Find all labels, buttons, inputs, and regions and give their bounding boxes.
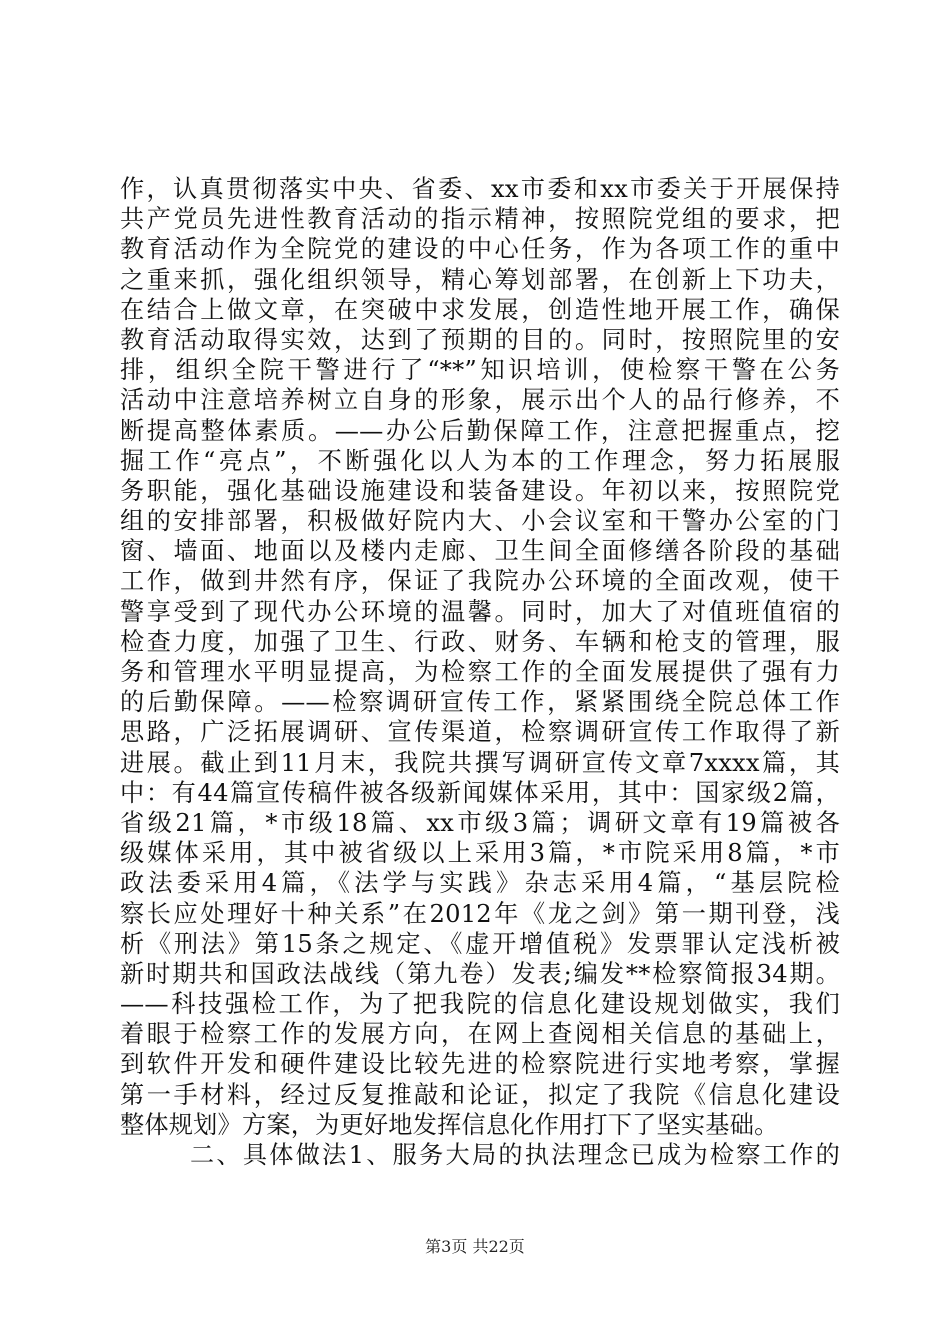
text-line: 窗、墙面、地面以及楼内走廊、卫生间全面修缮各阶段的基础 <box>120 537 840 566</box>
text-line: 到软件开发和硬件建设比较先进的检察院进行实地考察，掌握 <box>120 1050 840 1079</box>
text-line: 进展。截止到11月末，我院共撰写调研宣传文章7xxxx篇，其 <box>120 748 840 777</box>
text-line: ——科技强检工作，为了把我院的信息化建设规划做实，我们 <box>120 990 840 1019</box>
text-line: 教育活动取得实效，达到了预期的目的。同时，按照院里的安 <box>120 325 840 354</box>
text-line: 察长应处理好十种关系”在2012年《龙之剑》第一期刊登，浅 <box>120 899 840 928</box>
text-line: 工作，做到井然有序，保证了我院办公环境的全面改观，使干 <box>120 567 840 596</box>
text-line: 析《刑法》第15条之规定、《虚开增值税》发票罪认定浅析被 <box>120 929 840 958</box>
text-line: 的后勤保障。——检察调研宣传工作，紧紧围绕全院总体工作 <box>120 688 840 717</box>
text-line: 中：有44篇宣传稿件被各级新闻媒体采用，其中：国家级2篇， <box>120 778 840 807</box>
text-line: 活动中注意培养树立自身的形象，展示出个人的品行修养，不 <box>120 386 840 415</box>
text-line: 断提高整体素质。——办公后勤保障工作，注意把握重点，挖 <box>120 416 840 445</box>
text-line: 共产党员先进性教育活动的指示精神，按照院党组的要求，把 <box>120 205 840 234</box>
text-line: 组的安排部署，积极做好院内大、小会议室和干警办公室的门 <box>120 507 840 536</box>
text-line: 政法委采用4篇，《法学与实践》杂志采用4篇，“基层院检 <box>120 869 840 898</box>
text-line: 掘工作“亮点”，不断强化以人为本的工作理念，努力拓展服 <box>120 446 840 475</box>
text-line: 之重来抓，强化组织领导，精心筹划部署，在创新上下功夫， <box>120 265 840 294</box>
text-line: 务职能，强化基础设施建设和装备建设。年初以来，按照院党 <box>120 476 840 505</box>
text-line: 作，认真贯彻落实中央、省委、xx市委和xx市委关于开展保持 <box>120 175 840 203</box>
text-line: 务和管理水平明显提高，为检察工作的全面发展提供了强有力 <box>120 658 840 686</box>
text-line: 教育活动作为全院党的建设的中心任务，作为各项工作的重中 <box>120 235 840 264</box>
text-line: 第一手材料，经过反复推敲和论证，拟定了我院《信息化建设 <box>120 1080 840 1109</box>
text-line: 警享受到了现代办公环境的温馨。同时，加大了对值班值宿的 <box>120 597 840 626</box>
text-line: 整体规划》方案，为更好地发挥信息化作用打下了坚实基础。 <box>120 1110 779 1139</box>
page-number-footer: 第3页 共22页 <box>425 1237 525 1256</box>
text-line: 检查力度，加强了卫生、行政、财务、车辆和枪支的管理，服 <box>120 627 840 656</box>
text-line: 级媒体采用，其中被省级以上采用3篇，*市院采用8篇，*市 <box>120 839 840 868</box>
text-line: 新时期共和国政法战线（第九卷）发表;编发**检察简报34期。 <box>120 959 840 988</box>
text-line: 着眼于检察工作的发展方向，在网上查阅相关信息的基础上， <box>120 1020 840 1049</box>
section-heading-line: 二、具体做法1、服务大局的执法理念已成为检察工作的 <box>190 1141 840 1169</box>
text-line: 省级21篇，*市级18篇、xx市级3篇；调研文章有19篇被各 <box>120 808 840 837</box>
body-text <box>120 174 840 1170</box>
text-line: 在结合上做文章，在突破中求发展，创造性地开展工作，确保 <box>120 295 840 324</box>
text-line: 排，组织全院干警进行了“**”知识培训，使检察干警在公务 <box>120 356 840 385</box>
text-line: 思路，广泛拓展调研、宣传渠道，检察调研宣传工作取得了新 <box>120 718 840 747</box>
